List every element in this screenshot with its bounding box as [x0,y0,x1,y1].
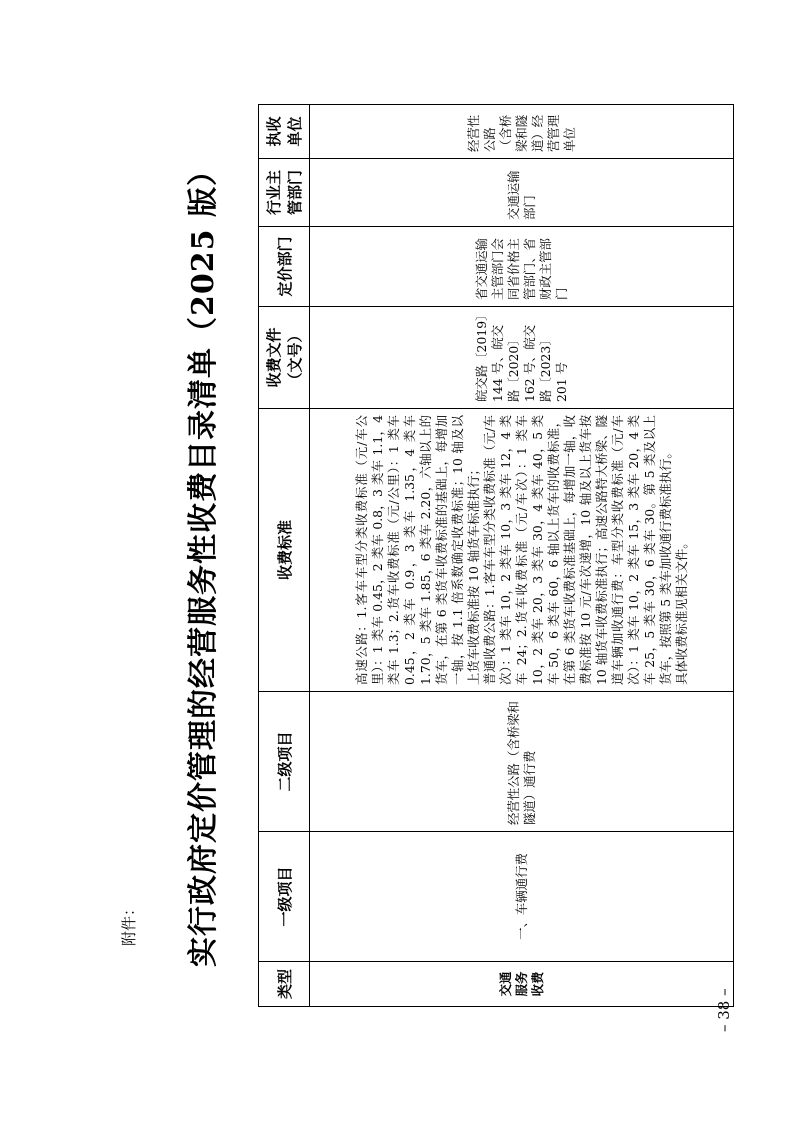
page-title: 实行政府定价管理的经营服务性收费目录清单（2025 版） [186,155,221,967]
cell-level1: 一、车辆通行费 [310,832,734,962]
header-collector: 执收单位 [259,105,310,159]
cell-standard [310,409,734,692]
standard-highway-text: 高速公路：1.客车车型分类收费标准（元/车公里）：1 类车 0.45，2 类车 0.8，3 类车 1.1，4 类车 1.3；2.货车收费标准（元/公里）：1 类车 0.45，2 类车 0.9，3 类车 1.35，4 类车 1.70，5 类车 1.85，6 类车 2.20，六轴以上的货车，在第 6 类货车收费标准的基础上，每增加一轴，按 1.1 倍系数确定收费标准；10 轴及以上货车收费标准按 10 轴货车标准执行； [353,415,481,685]
header-type: 类型 [259,962,310,1007]
header-document: 收费文件（文号） [259,307,310,409]
table-row [310,105,734,1007]
standard-note-text: 具体收费标准见相关文件。 [673,536,689,685]
header-pricing-dept: 定价部门 [259,227,310,307]
header-level2: 二级项目 [259,692,310,832]
cell-industry-dept: 交通运输部门 [310,159,734,227]
page-number: – 38 – [715,988,733,1032]
cell-collector: 经营性公路（含桥梁和隧道）经营管理单位 [310,105,734,159]
cell-document: 皖交路〔2019〕144 号、皖交路〔2020〕162 号、皖交路〔2023〕201 号 [310,307,734,409]
cell-pricing-dept: 省交通运输主管部门会同省价格主管部门、省财政主管部门 [310,227,734,307]
cell-level2: 经营性公路（含桥梁和隧道）通行费 [310,692,734,832]
header-standard: 收费标准 [259,409,310,692]
cell-type: 交通服务收费 [310,962,734,1007]
header-level1: 一级项目 [259,832,310,962]
table-header-row [259,105,310,1007]
standard-ordinary-text: 普通收费公路：1.客车车型分类收费标准（元/车次）：1 类车 10，2 类车 10，3 类车 12，4 类车 24；2.货车收费标准（元/车次）：1 类车 10，2 类车 20，3 类车 30，4 类车 40，5 类车 50，6 类车 60，6 轴以上货车的收费标准，在第 6 类货车收费标准基础上，每增加一轴，收费标准按 10 元/车次递增，10 轴及以上货车按 10 轴货车收费标准执行；高速公路特大桥梁、隧道车辆加收通行费：车型分类收费标准（元/车次）：1 类车 10，2 类车 15，3 类车 20，4 类车 25，5 类车 30，6 类车 30。第 5 类及以上货车，按照第 5 类车加收通行费标准执行。 [481,415,673,685]
fee-catalog-table [258,104,734,1007]
header-industry-dept: 行业主管部门 [259,159,310,227]
attachment-label: 附件： [120,900,138,946]
